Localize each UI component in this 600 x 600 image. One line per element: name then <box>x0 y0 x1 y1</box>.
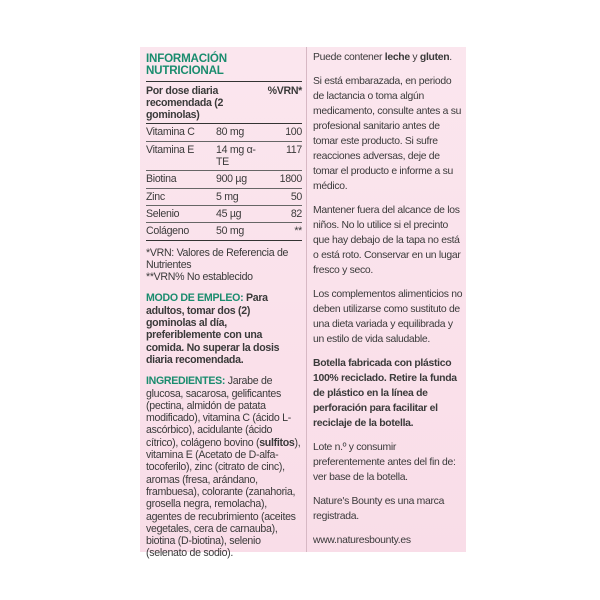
usage-section <box>146 292 302 366</box>
table-row <box>146 124 302 141</box>
lot-info: Lote n.º y consumir preferentemente antes del fin de: ver base de la botella. <box>313 442 456 483</box>
nutrient-name: Vitamina E <box>146 141 216 171</box>
nutrient-amount: 5 mg <box>216 188 268 205</box>
nutrient-amount: 45 µg <box>216 205 268 222</box>
nutrient-name: Biotina <box>146 171 216 188</box>
recycling-notice: Botella fabricada con plástico 100% reciclado. Retire la funda de plástico en la línea de perforación para facilitar el reciclaje de la botella. <box>313 358 457 429</box>
usage-title: MODO DE EMPLEO: <box>146 292 244 305</box>
nutrient-name: Colágeno <box>146 223 216 240</box>
nutrient-name: Zinc <box>146 188 216 205</box>
ingredients-text-2: ), vitamina E (Acetato de D-alfa-tocoferilo), zinc (citrato de cinc), aromas (fresa, arándano, frambuesa), colorante (zanahoria, grosella negra, remolacha), agentes de recubrimiento (aceites vegetales, cera de carnauba), biotina (D-biotina), selenio (selenato de sodio). <box>146 436 301 560</box>
allergy-text: Puede contener <box>313 52 385 63</box>
nutrition-table <box>146 124 302 240</box>
allergy-text-end: . <box>449 52 452 63</box>
nutrient-vrn: ** <box>268 223 302 240</box>
table-row <box>146 205 302 222</box>
ingredients-title: INGREDIENTES: <box>146 375 226 388</box>
ingredients-section <box>146 375 302 559</box>
nutrient-vrn: 117 <box>268 141 302 171</box>
nutrient-vrn: 1800 <box>268 171 302 188</box>
nutrient-vrn: 50 <box>268 188 302 205</box>
nutrient-amount: 900 µg <box>216 171 268 188</box>
table-row <box>146 188 302 205</box>
brand-notice: Nature's Bounty es una marca registrada. <box>313 496 445 522</box>
dose-header: Por dose diaria recomendada (2 gominolas) <box>146 84 224 122</box>
column-divider <box>306 47 307 552</box>
allergen-milk: leche <box>384 52 410 63</box>
footnote-vrn: *VRN: Valores de Referencia de Nutrientes <box>146 246 289 271</box>
nutrient-amount: 50 mg <box>216 223 268 240</box>
nutrient-name: Vitamina C <box>146 124 216 141</box>
nutrition-header <box>146 82 302 125</box>
table-row <box>146 141 302 171</box>
product-label <box>140 47 466 560</box>
usage-text: Para adultos, tomar dos (2) gominolas al día, preferiblemente con una comida. No superar la dosis diaria recomendada. <box>146 292 280 366</box>
website-text: www.naturesbounty.es <box>313 535 411 546</box>
nutrient-name: Selenio <box>146 205 216 222</box>
nutrient-amount: 80 mg <box>216 124 268 141</box>
table-row <box>146 223 302 240</box>
allergy-text-mid: y <box>409 52 420 63</box>
nutrient-vrn: 82 <box>268 205 302 222</box>
nutrient-vrn: 100 <box>268 124 302 141</box>
storage-instructions: Mantener fuera del alcance de los niños. No lo utilice si el precinto que hay debajo de la tapa no está o está roto. Conservar en un lugar fresco y seco. <box>313 205 461 276</box>
pregnancy-warning: Si está embarazada, en periodo de lactancia o toma algún medicamento, consulte antes a su profesional sanitario antes de tomar este producto. Si sufre reacciones adversas, deje de tomar el producto e informe a su médico. <box>313 76 462 192</box>
supplements-notice: Los complementos alimenticios no deben utilizarse como sustituto de una dieta variada y equilibrada y un estilo de vida saludable. <box>313 289 463 345</box>
allergen-sulfitos: sulfitos <box>259 436 295 449</box>
nutrition-title: INFORMACIÓN NUTRICIONAL <box>146 53 302 82</box>
right-column <box>313 53 463 557</box>
table-row <box>146 171 302 188</box>
allergen-gluten: gluten <box>419 52 450 63</box>
left-column <box>146 53 302 560</box>
ingredients-text-1: Jarabe de glucosa, sacarosa, gelificantes (pectina, almidón de patata modificado), vitamina C (ácido L-ascórbico), acidulante (ácido cítrico), colágeno bovino ( <box>146 375 291 449</box>
footnote-not-established: **VRN% No establecido <box>146 271 253 284</box>
nutrient-amount: 14 mg α-TE <box>216 141 268 171</box>
vrn-header: %VRN* <box>267 84 302 97</box>
allergy-warning <box>313 50 463 65</box>
